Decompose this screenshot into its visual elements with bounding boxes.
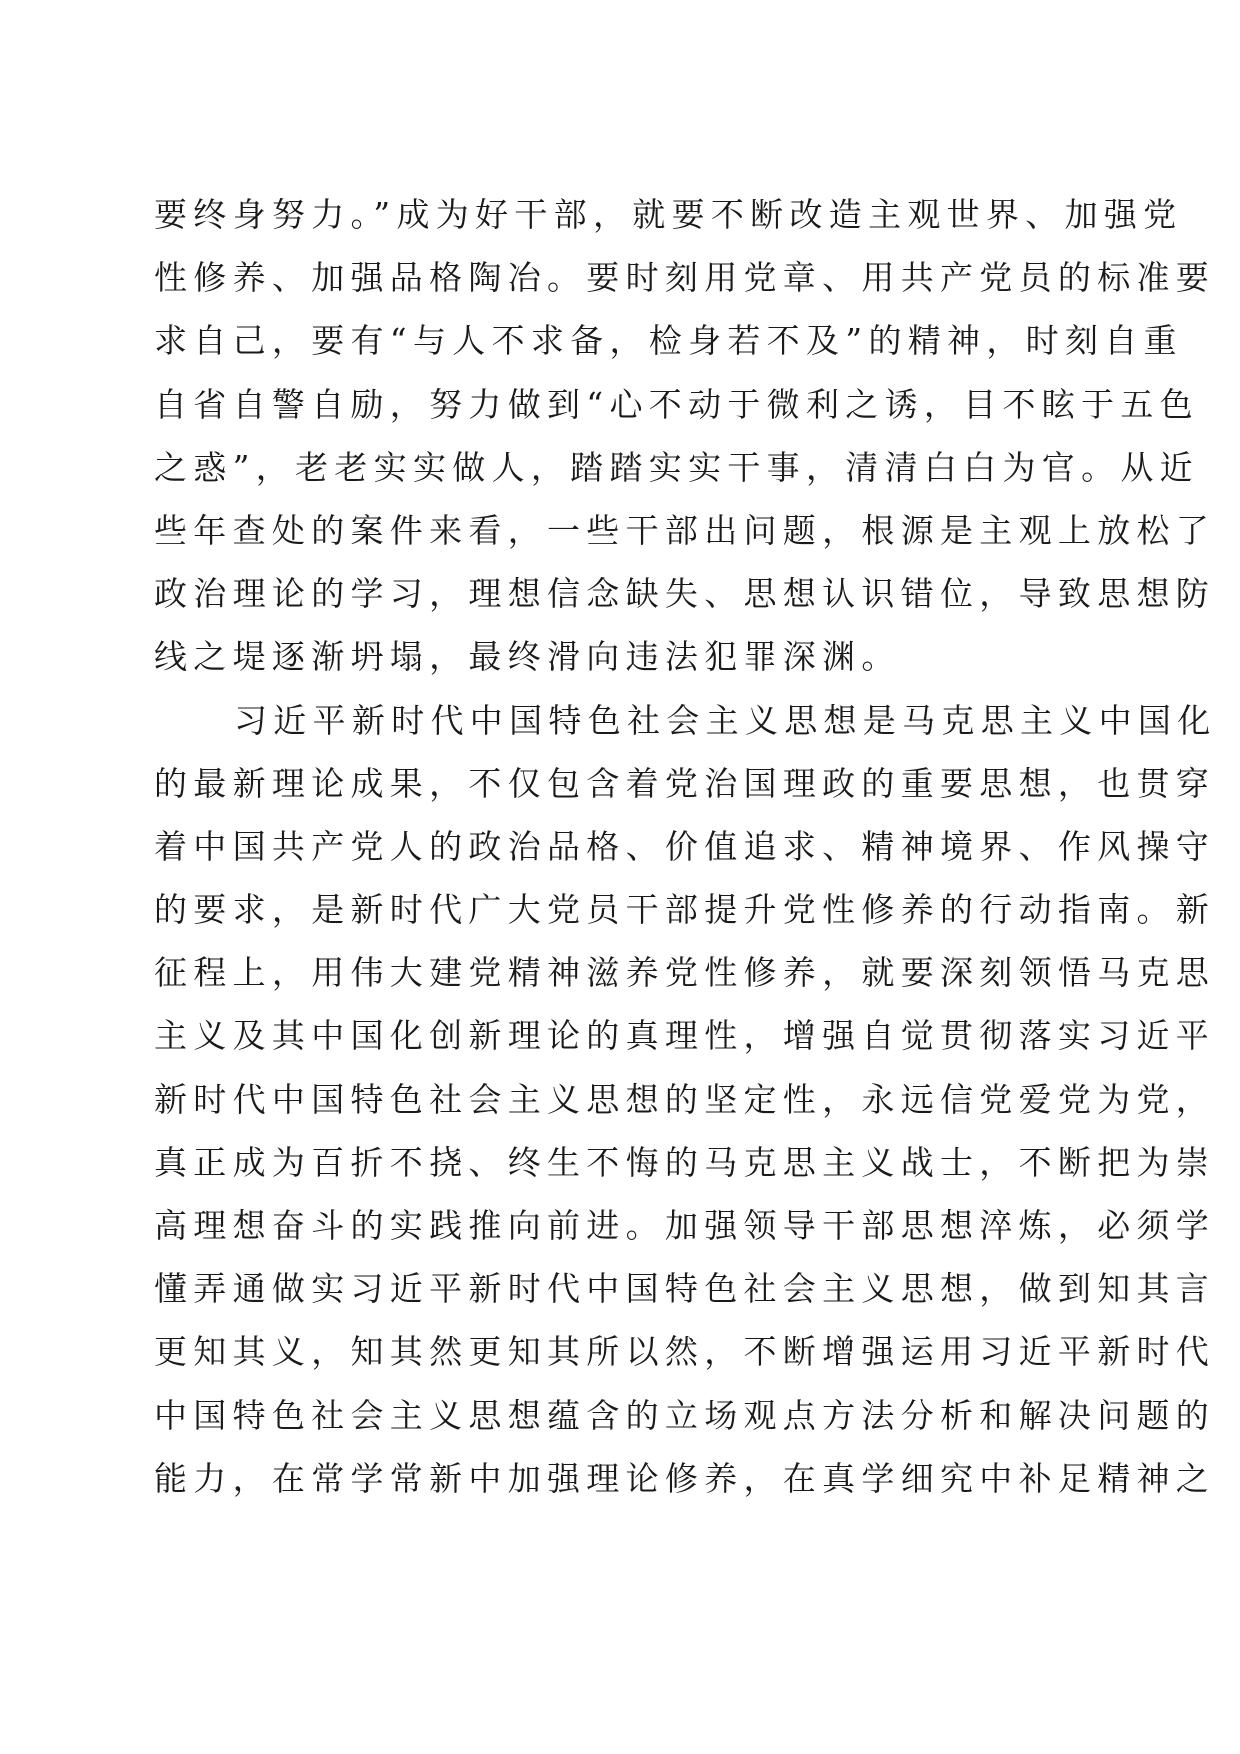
text-line: 中国特色社会主义思想蕴含的立场观点方法分析和解决问题的: [154, 1395, 1216, 1435]
text-line: 着中国共产党人的政治品格、价值追求、精神境界、作风操守: [154, 826, 1216, 866]
text-line: 要终身努力。”成为好干部，就要不断改造主观世界、加强党: [154, 195, 1183, 234]
text-line: 求自己，要有“与人不求备，检身若不及”的精神，时刻自重: [154, 321, 1183, 361]
text-line: 政治理论的学习，理想信念缺失、思想认识错位，导致思想防: [154, 574, 1216, 614]
text-line: 懂弄通做实习近平新时代中国特色社会主义思想，做到知其言: [154, 1269, 1216, 1309]
text-line: 些年查处的案件来看，一些干部出问题，根源是主观上放松了: [154, 510, 1216, 550]
text-line: 主义及其中国化创新理论的真理性，增强自觉贯彻落实习近平: [154, 1016, 1216, 1056]
text-line: 线之堤逐渐坍塌，最终滑向违法犯罪深渊。: [154, 637, 901, 677]
text-line: 的要求，是新时代广大党员干部提升党性修养的行动指南。新: [154, 890, 1216, 930]
text-line: 征程上，用伟大建党精神滋养党性修养，就要深刻领悟马克思: [154, 953, 1216, 993]
text-line: 更知其义，知其然更知其所以然，不断增强运用习近平新时代: [154, 1332, 1216, 1372]
text-line: 能力，在常学常新中加强理论修养，在真学细究中补足精神之: [154, 1458, 1216, 1498]
text-line: 之惑”，老老实实做人，踏踏实实干事，清清白白为官。从近: [154, 447, 1199, 487]
text-line: 自省自警自励，努力做到“心不动于微利之诱，目不眩于五色: [154, 384, 1199, 424]
text-line: 的最新理论成果，不仅包含着党治国理政的重要思想，也贯穿: [154, 763, 1216, 803]
text-line: 新时代中国特色社会主义思想的坚定性，永远信党爱党为党，: [154, 1079, 1216, 1119]
text-line: 性修养、加强品格陶冶。要时刻用党章、用共产党员的标准要: [154, 258, 1216, 298]
text-line: 高理想奋斗的实践推向前进。加强领导干部思想淬炼，必须学: [154, 1206, 1216, 1245]
body-text: [154, 183, 1217, 1510]
text-line: 真正成为百折不挠、终生不悔的马克思主义战士，不断把为崇: [154, 1142, 1216, 1182]
paragraph-first-line: 习近平新时代中国特色社会主义思想是马克思主义中国化: [234, 700, 1217, 740]
